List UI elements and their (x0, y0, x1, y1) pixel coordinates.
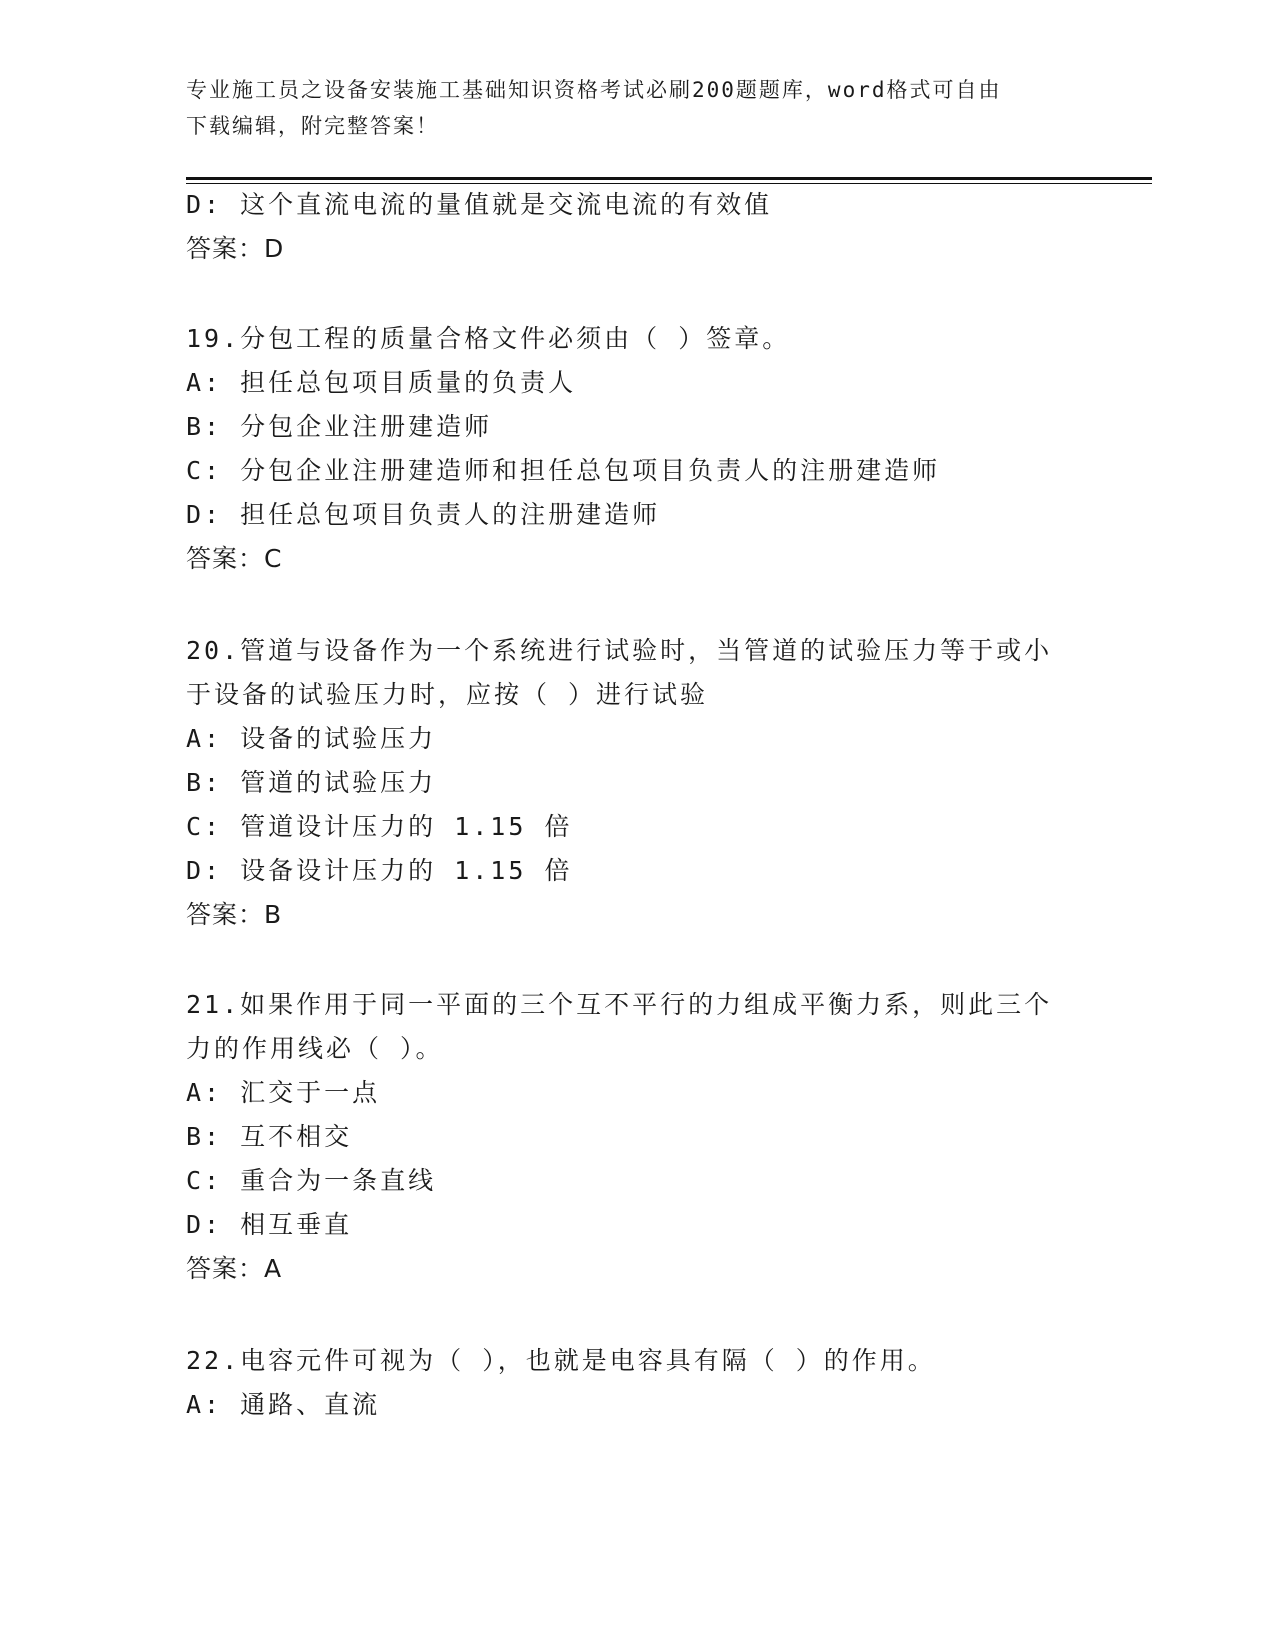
q18-option-d: D: 这个直流电流的量值就是交流电流的有效值 (186, 190, 773, 219)
q20-answer: 答案：B (186, 900, 283, 929)
q21-option-a: A: 汇交于一点 (186, 1078, 381, 1107)
q18-answer: 答案：D (186, 234, 285, 263)
header-divider-thin (186, 183, 1152, 184)
q21-stem-line-1: 21.如果作用于同一平面的三个互不平行的力组成平衡力系，则此三个 (186, 990, 1053, 1019)
q21-option-b: B: 互不相交 (186, 1122, 353, 1151)
q22-stem: 22.电容元件可视为（ ），也就是电容具有隔（ ）的作用。 (186, 1346, 936, 1375)
q22-option-a: A: 通路、直流 (186, 1390, 381, 1419)
header-title-line-2: 下载编辑，附完整答案！ (186, 114, 439, 138)
q19-answer: 答案：C (186, 544, 283, 573)
q20-option-a: A: 设备的试验压力 (186, 724, 437, 753)
q19-option-a: A: 担任总包项目质量的负责人 (186, 368, 577, 397)
q21-option-d: D: 相互垂直 (186, 1210, 353, 1239)
q19-stem: 19.分包工程的质量合格文件必须由（ ）签章。 (186, 324, 791, 353)
header-title-line-1: 专业施工员之设备安装施工基础知识资格考试必刷200题题库，word格式可自由 (186, 78, 1002, 102)
q21-option-c: C: 重合为一条直线 (186, 1166, 437, 1195)
q19-option-c: C: 分包企业注册建造师和担任总包项目负责人的注册建造师 (186, 456, 941, 485)
q19-option-d: D: 担任总包项目负责人的注册建造师 (186, 500, 661, 529)
q19-option-b: B: 分包企业注册建造师 (186, 412, 493, 441)
q20-stem-line-1: 20.管道与设备作为一个系统进行试验时，当管道的试验压力等于或小 (186, 636, 1053, 665)
q20-option-c: C: 管道设计压力的 1.15 倍 (186, 812, 573, 841)
q20-stem-line-2: 于设备的试验压力时，应按（ ）进行试验 (186, 680, 709, 709)
q20-option-b: B: 管道的试验压力 (186, 768, 437, 797)
page-header (186, 72, 1066, 144)
q21-answer: 答案：A (186, 1254, 283, 1283)
q21-stem-line-2: 力的作用线必（ ）。 (186, 1034, 444, 1063)
header-divider-thick (186, 177, 1152, 180)
q20-option-d: D: 设备设计压力的 1.15 倍 (186, 856, 573, 885)
